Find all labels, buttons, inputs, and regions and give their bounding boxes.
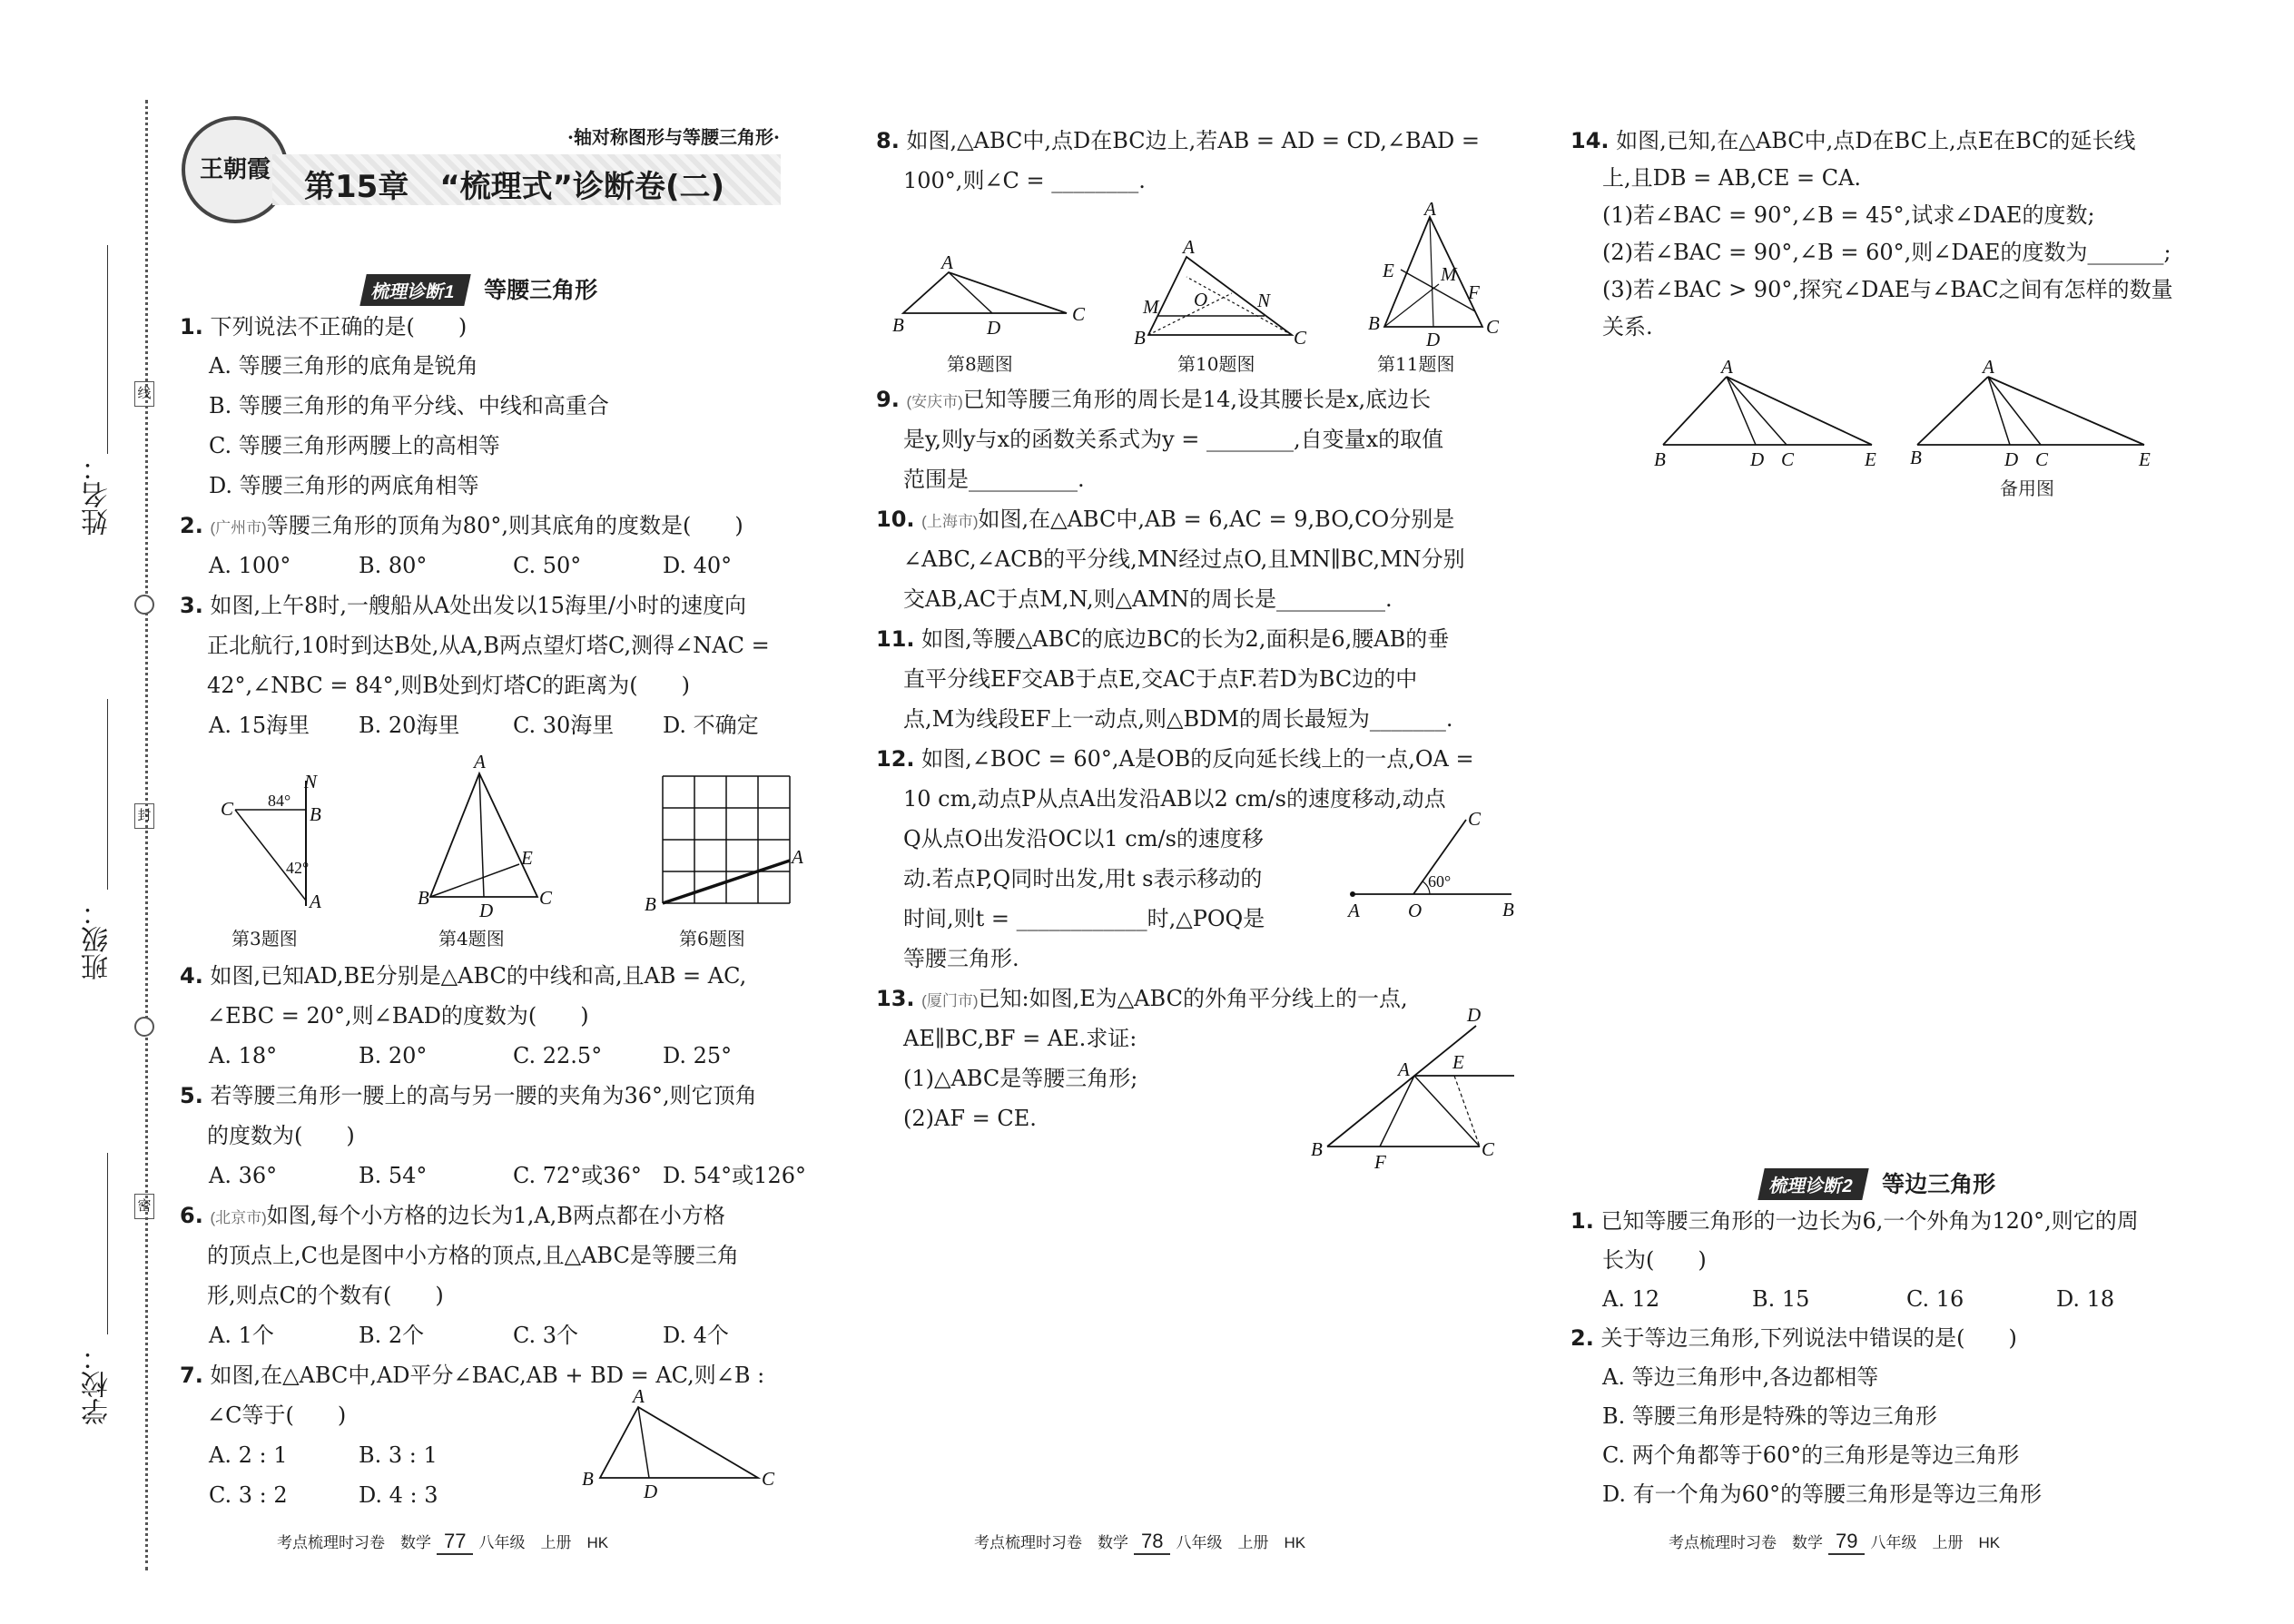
label-B: B [310,803,321,825]
svg-text:C: C [762,1468,775,1490]
svg-text:F: F [1468,281,1480,303]
figure-q3 [213,772,340,917]
section-heading-isosceles: 梳理诊断1 等腰三角形 [363,272,597,306]
caption-fig11: 第11题图 [1377,353,1455,375]
caption-fig8: 第8题图 [947,353,1013,375]
footer-page-78: 考点梳理时习卷 数学 78 八年级 上册 HK [974,1530,1305,1555]
svg-text:C: C [1072,303,1086,325]
figure-q12 [1339,803,1521,926]
section-heading-equilateral: 梳理诊断2 等边三角形 [1761,1166,1995,1200]
angle-42: 42° [286,859,310,877]
figure-q13 [1307,1003,1525,1180]
binding-hole-icon [134,1017,154,1037]
figure-q7 [576,1385,785,1502]
footer-page-77: 考点梳理时习卷 数学 77 八年级 上册 HK [277,1530,608,1555]
angle-84: 84° [268,792,291,810]
svg-text:A: A [1424,198,1436,220]
svg-text:D: D [1750,448,1765,470]
figure-q14 [1643,356,1879,472]
svg-text:A: A [633,1385,645,1407]
label-N: N [304,771,318,792]
svg-text:B: B [1311,1138,1323,1160]
svg-text:C: C [1482,1138,1495,1160]
caption-fig10: 第10题图 [1177,353,1255,375]
svg-text:A: A [941,251,953,273]
caption-spare: 备用图 [2000,477,2054,499]
binding-hole-icon [134,595,154,615]
figure-q8 [885,251,1094,340]
svg-text:A: A [474,751,486,773]
label-A: A [310,891,321,912]
svg-text:E: E [2139,448,2151,470]
svg-text:C: C [1294,327,1307,349]
svg-text:A: A [1348,900,1360,921]
svg-text:B: B [892,314,904,336]
svg-text:A: A [1983,356,1994,378]
svg-text:M: M [1441,263,1457,285]
figure-q14-spare [1897,356,2161,472]
brand-logo: 王朝霞 [182,116,289,223]
svg-text:F: F [1374,1151,1386,1173]
caption-fig6: 第6题图 [679,928,745,950]
svg-text:B: B [1910,447,1922,468]
page-title: 第15章 “梳理式”诊断卷(二) [304,169,725,205]
seal-mark-seal: 封 [134,803,154,829]
svg-text:B: B [1134,327,1146,349]
figure-q10 [1130,236,1312,349]
figure-q6 [635,767,803,915]
svg-text:D: D [479,900,494,921]
svg-text:E: E [1383,260,1394,281]
svg-text:D: D [987,317,1001,339]
svg-text:B: B [418,887,429,909]
label-C: C [221,798,234,820]
svg-text:D: D [1426,329,1441,350]
seal-mark-secret: 密 [134,1194,154,1219]
svg-text:E: E [1452,1051,1464,1073]
svg-text:C: C [2035,448,2049,470]
svg-text:O: O [1408,900,1423,921]
seal-mark-line: 线 [134,381,154,407]
svg-text:B: B [645,893,656,915]
svg-text:D: D [2004,448,2019,470]
svg-text:B: B [582,1468,594,1490]
svg-text:O: O [1194,289,1208,310]
svg-text:C: C [1468,808,1482,830]
svg-text:B: B [1368,312,1380,334]
svg-text:M: M [1143,296,1159,318]
svg-text:B: B [1654,448,1666,470]
svg-text:A: A [792,846,803,868]
footer-page-79: 考点梳理时习卷 数学 79 八年级 上册 HK [1669,1530,2000,1555]
svg-text:D: D [644,1481,658,1502]
class-label: 班级： [83,899,113,980]
svg-text:A: A [1183,236,1195,258]
svg-text:B: B [1502,899,1514,920]
caption-fig3: 第3题图 [231,928,298,950]
figure-q11 [1357,198,1502,350]
svg-text:E: E [1865,448,1876,470]
svg-text:D: D [1467,1004,1482,1026]
caption-fig4: 第4题图 [438,928,505,950]
svg-text:N: N [1257,290,1271,311]
svg-text:A: A [1721,356,1733,378]
svg-text:C: C [1781,448,1795,470]
topic-tag: ·轴对称图形与等腰三角形· [567,126,780,148]
name-label: 姓名： [83,454,113,536]
svg-text:E: E [521,847,533,869]
svg-text:C: C [539,887,553,909]
svg-text:60°: 60° [1428,872,1452,891]
figure-q4 [418,753,563,921]
school-label: 学校： [83,1343,113,1425]
svg-text:A: A [1398,1058,1410,1080]
svg-text:C: C [1486,316,1500,338]
